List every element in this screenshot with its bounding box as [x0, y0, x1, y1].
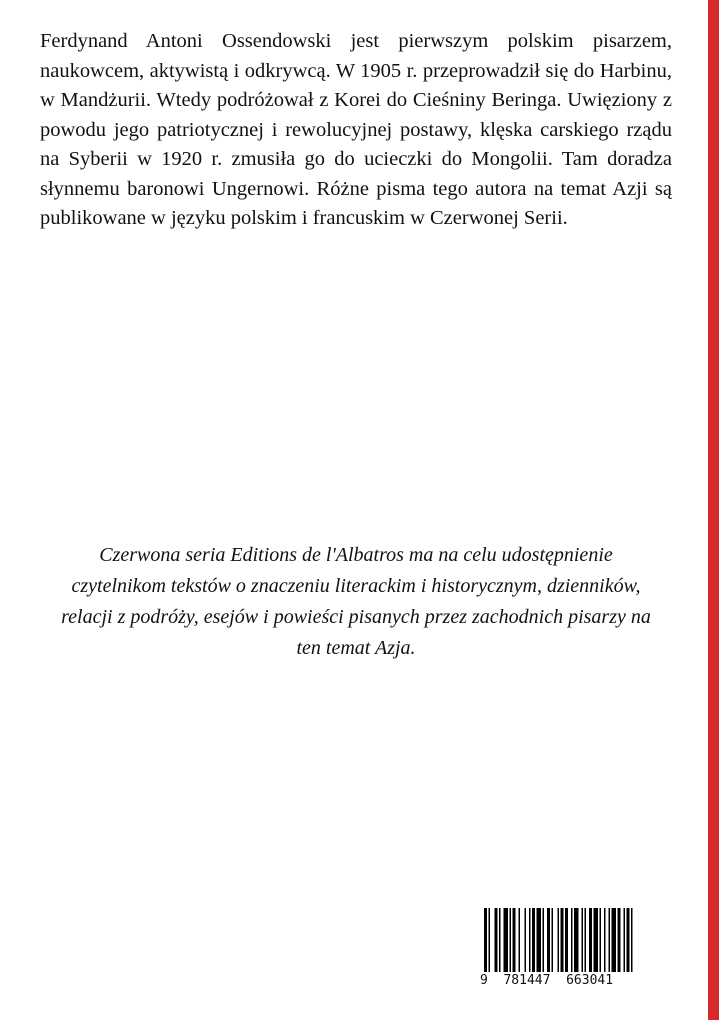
barcode-bar	[484, 908, 487, 972]
barcode-bar	[624, 908, 626, 972]
barcode-bar	[627, 908, 630, 972]
barcode-bar	[519, 908, 521, 972]
barcode-bar	[604, 908, 606, 972]
barcode-bar	[589, 908, 592, 972]
barcode-bar	[571, 908, 573, 972]
barcode-bar	[561, 908, 564, 972]
barcode-bar	[565, 908, 568, 972]
barcode-bar	[582, 908, 584, 972]
barcode-bar	[594, 908, 599, 972]
barcode-bar	[495, 908, 498, 972]
barcode-bar	[631, 908, 633, 972]
series-description: Czerwona seria Editions de l'Albatros ma na celu udostępnienie czytelnikom tekstów o znaczeniu literackim i historycznym, dzienników, relacji z podróży, esejów i powieści pisanych przez zachodnich pisarzy na ten temat Azja.	[61, 544, 651, 659]
barcode-bar	[609, 908, 611, 972]
barcode-bar	[504, 908, 509, 972]
barcode-bar	[537, 908, 542, 972]
red-accent-band	[708, 0, 719, 1020]
barcode-bar	[499, 908, 501, 972]
barcode-bar	[585, 908, 587, 972]
barcode-bar	[600, 908, 602, 972]
barcode-bar	[558, 908, 560, 972]
barcode-bars	[484, 908, 684, 974]
barcode-bar	[612, 908, 617, 972]
barcode-bar	[489, 908, 491, 972]
barcode-bar	[510, 908, 512, 972]
barcode-bar	[618, 908, 621, 972]
barcode-bar	[574, 908, 579, 972]
barcode-bar	[532, 908, 535, 972]
barcode-bar	[543, 908, 545, 972]
barcode-bar	[513, 908, 516, 972]
barcode-bar	[547, 908, 550, 972]
isbn-barcode	[476, 880, 692, 992]
barcode-bar	[529, 908, 531, 972]
barcode-bar	[552, 908, 554, 972]
author-biography: Ferdynand Antoni Ossendowski jest pierwszym polskim pisarzem, naukowcem, aktywistą i odkrywcą. W 1905 r. przeprowadził się do Harbinu, w Mandżurii. Wtedy podróżował z Korei do Cieśniny Beringa. Uwięziony z powodu jego patriotycznej i rewolucyjnej postawy, klęska carskiego rządu na Syberii w 1920 r. zmusiła go do ucieczki do Mongolii. Tam doradza słynnemu baronowi Ungernowi. Różne pisma tego autora na temat Azji są publikowane w języku polskim i francuskim w Czerwonej Serii.	[40, 30, 672, 229]
isbn-number: 9 781447 663041	[480, 973, 614, 988]
barcode-bar	[525, 908, 527, 972]
